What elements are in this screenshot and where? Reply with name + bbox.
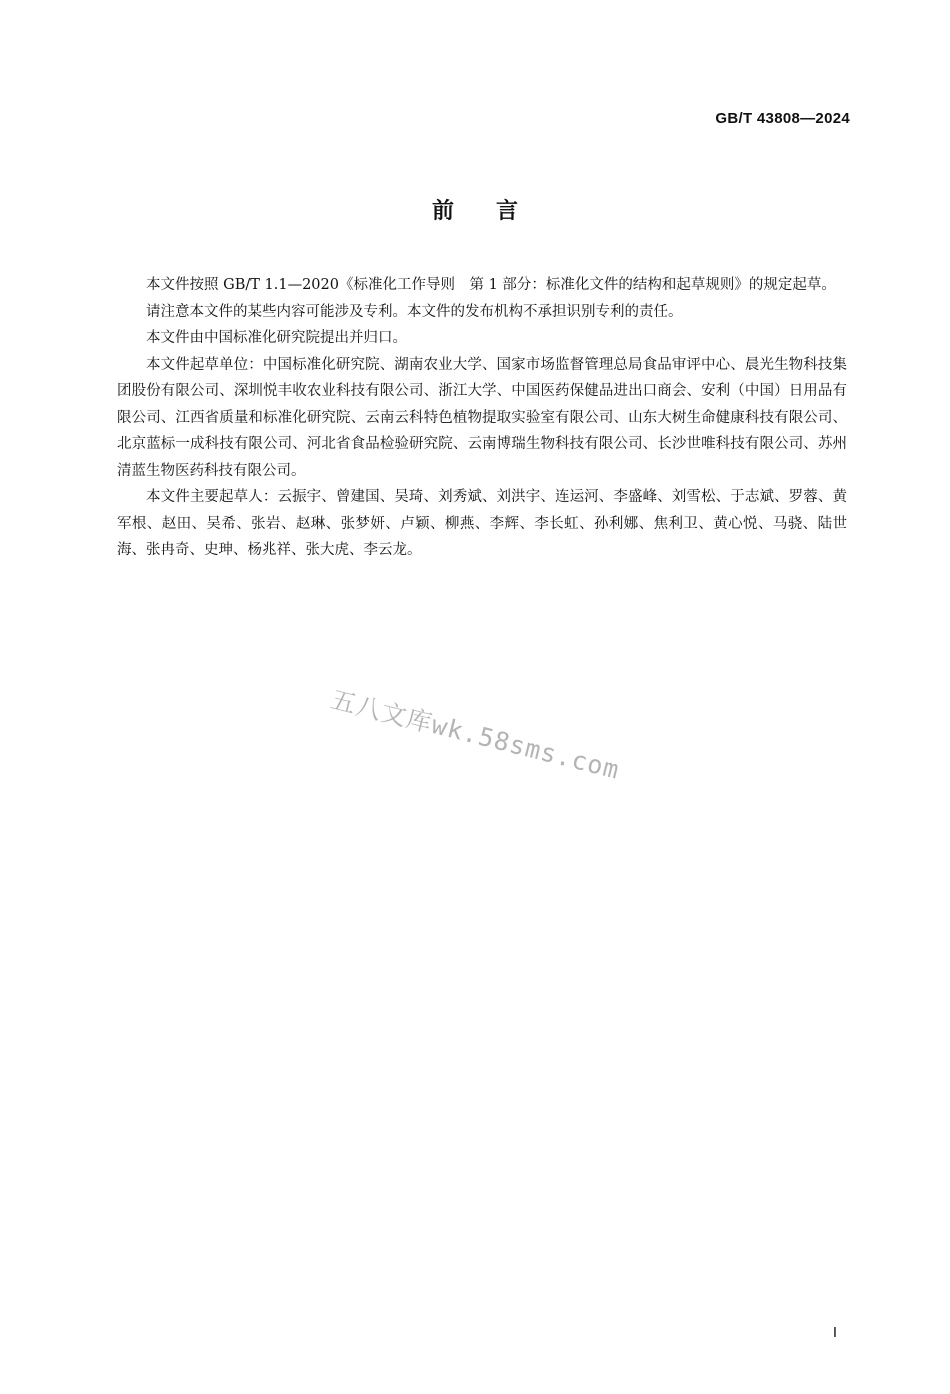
- page-number: I: [832, 1324, 837, 1341]
- paragraph-drafting-units: 本文件起草单位：中国标准化研究院、湖南农业大学、国家市场监督管理总局食品审评中心、晨光生物科技集团股份有限公司、深圳悦丰收农业科技有限公司、浙江大学、中国医药保健品进出口商会、安利（中国）日用品有限公司、江西省质量和标准化研究院、云南云科特色植物提取实验室有限公司、山东大树生命健康科技有限公司、北京蓝标一成科技有限公司、河北省食品检验研究院、云南博瑞生物科技有限公司、长沙世唯科技有限公司、苏州清蓝生物医药科技有限公司。: [117, 356, 847, 479]
- standard-code: GB/T 43808—2024: [715, 110, 850, 127]
- paragraph-proposer: 本文件由中国标准化研究院提出并归口。: [146, 330, 407, 346]
- watermark: 五八文库wk.58sms.com: [327, 684, 623, 785]
- paragraph-drafters: 本文件主要起草人：云振宇、曾建国、吴琦、刘秀斌、刘洪宇、连运河、李盛峰、刘雪松、于志斌、罗蓉、黄军根、赵田、吴希、张岩、赵琳、张梦妍、卢颖、柳燕、李辉、李长虹、孙利娜、焦利卫、黄心悦、马骁、陆世海、张冉奇、史珅、杨兆祥、张大虎、李云龙。: [117, 489, 847, 558]
- page-title: 前言: [431, 199, 560, 224]
- document-body: [117, 272, 847, 564]
- paragraph-patent-notice: 请注意本文件的某些内容可能涉及专利。本文件的发布机构不承担识别专利的责任。: [146, 303, 683, 320]
- paragraph-drafting-rules: 本文件按照 GB/T 1.1—2020《标准化工作导则 第 1 部分：标准化文件的结构和起草规则》的规定起草。: [146, 277, 836, 293]
